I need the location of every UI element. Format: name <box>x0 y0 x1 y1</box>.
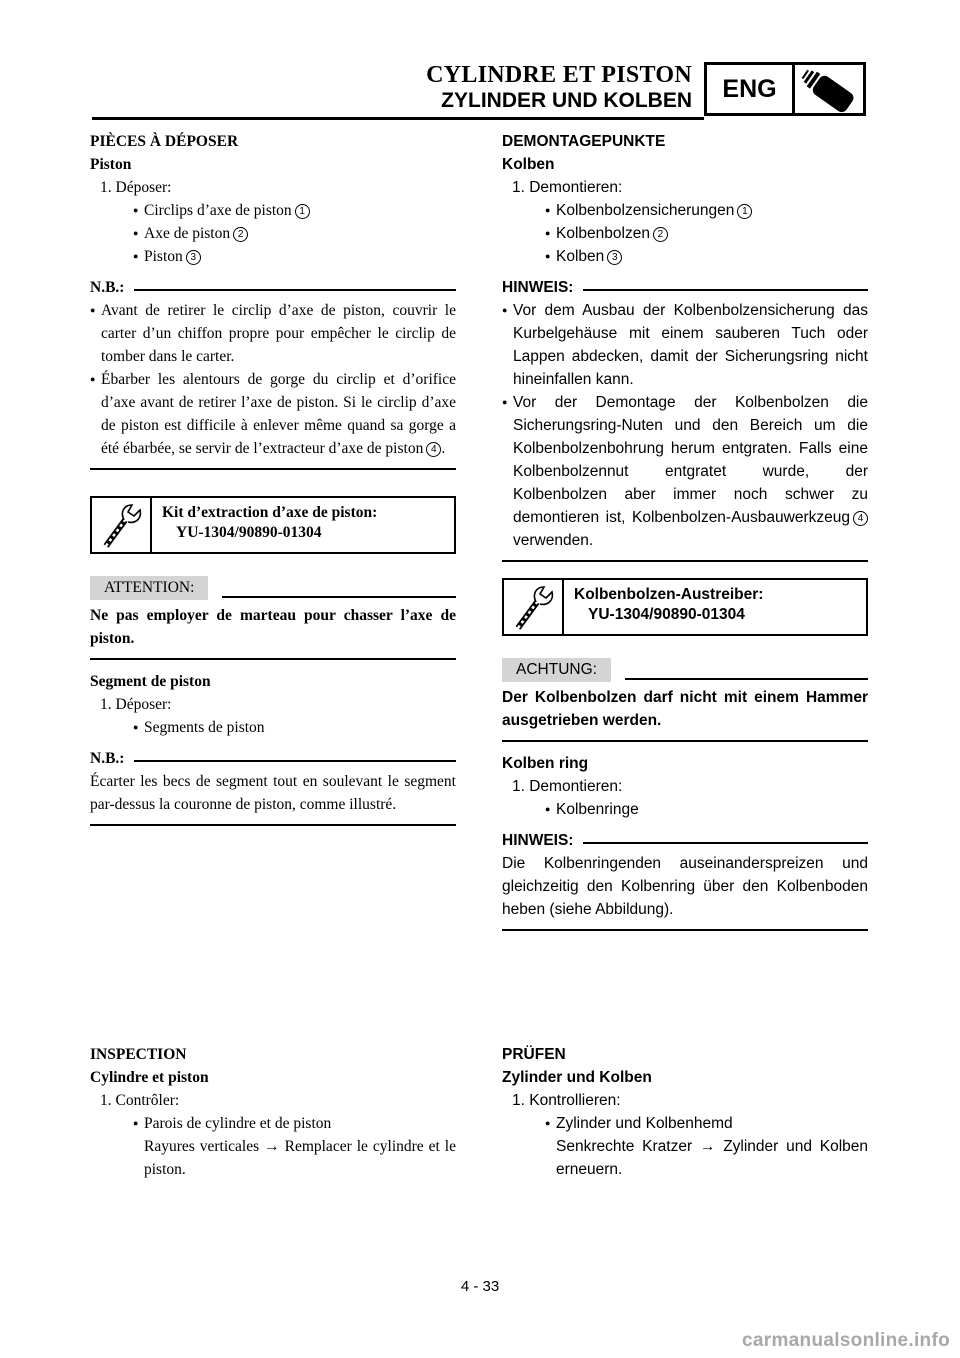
ref-number: 1 <box>737 204 752 219</box>
fr-tool-text <box>162 503 377 543</box>
de-caution-label: ACHTUNG: <box>502 658 611 682</box>
de-note-item <box>502 391 868 552</box>
de-piston-title: Kolben <box>502 156 555 173</box>
de-caution-text: Der Kolbenbolzen darf nicht mit einem Hammer ausgetrieben werden. <box>502 689 868 729</box>
fr-note2-text: Écarter les becs de segment tout en soulevant le segment par-dessus la couronne de piston, comme illustré. <box>90 773 456 813</box>
de-note-header <box>502 276 868 299</box>
de-removal-title: DEMONTAGEPUNKTE <box>502 133 666 150</box>
ref-number: 4 <box>853 511 868 526</box>
ref-number: 3 <box>607 250 622 265</box>
caution-end-rule <box>90 658 456 660</box>
section-badge-label: ENG <box>722 75 777 103</box>
note-rule <box>583 842 868 844</box>
de-tool-name: Kolbenbolzen-Austreiber: <box>574 586 764 603</box>
fr-caution-label: ATTENTION: <box>90 576 208 600</box>
de-bullet-text: Kolbenbolzensicherungen <box>556 202 735 219</box>
fr-cyl-title: Cylindre et piston <box>90 1069 209 1086</box>
de-inspection-title: PRÜFEN <box>502 1046 566 1063</box>
note-rule <box>134 289 456 291</box>
fr-ring-title: Segment de piston <box>90 673 211 690</box>
ref-number: 1 <box>295 204 310 219</box>
fr-ring-bullet: ● Segments de piston <box>90 716 456 739</box>
german-column <box>502 130 868 931</box>
note-end-rule <box>502 929 868 931</box>
caution-rule <box>625 678 868 680</box>
de-note-item-text: Vor der Demontage der Kolbenbolzen die Sicherungsring-Nuten und den Bereich um die Kolbenbolzenbohrung herum entgraten. Falls eine Kolbenbolzennut entgratet wurde, der Kolbenbolzen aber immer noch schwer zu demontieren ist, Kolbenbolzen-Ausbauwerkzeug <box>513 394 868 526</box>
wrench-icon <box>98 502 144 550</box>
de-bullet-circlip <box>502 199 868 222</box>
tool-divider <box>150 498 152 552</box>
watermark: carmanualsonline.info <box>742 1330 950 1351</box>
fr-tool-code: YU-1304/90890-01304 <box>176 524 322 541</box>
de-note2-header <box>502 829 868 852</box>
fr-insp-step: 1. Contrôler: <box>100 1092 180 1109</box>
section-badge-box <box>704 62 866 116</box>
fr-note-label: N.B.: <box>90 279 125 296</box>
note-rule <box>583 289 868 291</box>
de-note-item-tail: verwenden. <box>513 532 594 549</box>
french-column <box>90 130 456 826</box>
fr-piston-title: Piston <box>90 156 132 173</box>
de-note2-text: Die Kolbenringenden auseinanderspreizen und gleichzeitig den Kolbenring über den Kolbenboden heben (siehe Abbildung). <box>502 855 868 918</box>
de-bullet-text: Kolbenbolzen <box>556 225 650 242</box>
ref-number: 3 <box>186 250 201 265</box>
fr-insp-bullet: ● Parois de cylindre et de piston <box>90 1112 456 1135</box>
fr-caution-header <box>90 576 456 600</box>
caution-end-rule <box>502 740 868 742</box>
note-end-rule <box>502 560 868 562</box>
de-ring-title: Kolben ring <box>502 755 589 772</box>
de-caution-header <box>502 658 868 682</box>
fr-bullet-text: Circlips d’axe de piston <box>144 202 292 219</box>
de-step-1: 1. Demontieren: <box>512 179 623 196</box>
header-rule <box>92 117 704 120</box>
de-ring-bullet: ● Kolbenringe <box>502 798 868 821</box>
fr-caution-text: Ne pas employer de marteau pour chasser l’axe de piston. <box>90 607 456 647</box>
fr-special-tool-box <box>90 496 456 554</box>
fr-bullet-text: Piston <box>144 248 183 265</box>
fr-tool-name: Kit d’extraction d’axe de piston: <box>162 504 378 521</box>
french-inspection-column <box>90 1043 456 1181</box>
de-special-tool-box <box>502 578 868 636</box>
fr-note-header <box>90 276 456 299</box>
fr-note2-label: N.B.: <box>90 750 125 767</box>
page-number: 4 - 33 <box>460 1278 500 1295</box>
fr-bullet-piston <box>90 245 456 268</box>
de-note2-label: HINWEIS: <box>502 832 574 849</box>
fr-bullet-circlip <box>90 199 456 222</box>
note-end-rule <box>90 824 456 826</box>
ref-number: 4 <box>426 442 441 457</box>
fr-note-item: ● Avant de retirer le circlip d’axe de piston, couvrir le carter d’un chiffon propre pour empêcher le circlip de tomber dans le carter. <box>90 299 456 368</box>
fr-note-item-text: Ébarber les alentours de gorge du circlip et d’orifice d’axe avant de retirer l’axe de piston. Si le circlip d’axe de piston est difficile à enlever même quand sa gorge a été ébarbée, se servir de l’extracteur d’axe de piston <box>101 371 456 457</box>
de-insp-detail: Senkrechte Kratzer → Zylinder und Kolben erneuern. <box>556 1138 868 1178</box>
badge-divider <box>792 65 795 113</box>
fr-note2-header <box>90 747 456 770</box>
fr-bullet-pin <box>90 222 456 245</box>
de-note-item: ● Vor dem Ausbau der Kolbenbolzensicherung das Kurbelgehäuse mit einem sauberen Tuch oder Lappen abdecken, damit der Sicherungsring nicht hineinfallen kann. <box>502 299 868 391</box>
fr-ring-step: 1. Déposer: <box>100 696 172 713</box>
tool-divider <box>562 580 564 634</box>
de-ring-step: 1. Demontieren: <box>512 778 623 795</box>
note-rule <box>134 760 456 762</box>
ref-number: 2 <box>653 227 668 242</box>
de-bullet-pin <box>502 222 868 245</box>
de-bullet-piston <box>502 245 868 268</box>
fr-inspection-title: INSPECTION <box>90 1046 187 1063</box>
de-bullet-text: Kolben <box>556 248 605 265</box>
fr-insp-detail: Rayures verticales → Remplacer le cylindre et le piston. <box>144 1138 456 1178</box>
fr-note-item: ● Ébarber les alentours de gorge du circlip et d’orifice d’axe avant de retirer l’axe de piston. Si le circlip d’axe de piston est difficile à enlever même quand sa gorge a été ébarbée, se servir de l’extracteur d’axe de piston 4 . <box>90 368 456 460</box>
piston-icon <box>799 67 863 113</box>
fr-removal-title: PIÈCES À DÉPOSER <box>90 133 239 150</box>
de-insp-bullet: ● Zylinder und Kolbenhemd <box>502 1112 868 1135</box>
wrench-icon <box>510 584 556 632</box>
de-note-label: HINWEIS: <box>502 279 574 296</box>
de-insp-step: 1. Kontrollieren: <box>512 1092 621 1109</box>
fr-step-1: 1. Déposer: <box>100 179 172 196</box>
de-tool-code: YU-1304/90890-01304 <box>588 606 745 623</box>
note-end-rule <box>90 468 456 470</box>
fr-bullet-text: Axe de piston <box>144 225 231 242</box>
german-inspection-column <box>502 1043 868 1181</box>
de-tool-text <box>574 585 763 625</box>
header-title-fr: CYLINDRE ET PISTON <box>426 62 692 88</box>
ref-number: 2 <box>233 227 248 242</box>
de-cyl-title: Zylinder und Kolben <box>502 1069 652 1086</box>
caution-rule <box>222 596 456 598</box>
header-title-de: ZYLINDER UND KOLBEN <box>441 89 692 112</box>
